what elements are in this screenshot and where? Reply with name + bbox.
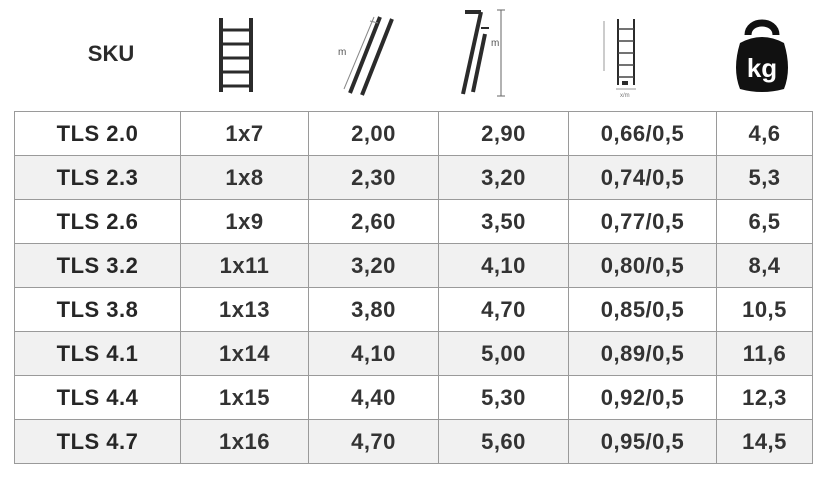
length-cell: 3,80 [309,288,439,332]
ladder-rungs-icon [213,12,259,96]
length-header-cell [322,0,412,108]
weight-header-cell [722,0,802,108]
table-row [15,420,813,464]
length-cell: 2,30 [309,156,439,200]
ladder-width-icon [600,11,650,97]
svg-text:m: m [491,38,500,49]
weight-cell: 10,5 [717,288,813,332]
rungs-cell: 1x7 [181,112,309,156]
rungs-cell: 1x11 [181,244,309,288]
table-row [15,288,813,332]
width-cell: 0,95/0,5 [569,420,717,464]
ladder-length-icon [332,9,402,99]
sku-cell: TLS 4.1 [15,332,181,376]
reach-cell: 5,00 [439,332,569,376]
length-cell: 4,70 [309,420,439,464]
reach-cell: 5,60 [439,420,569,464]
length-cell: 3,20 [309,244,439,288]
width-cell: 0,80/0,5 [569,244,717,288]
weight-cell: 12,3 [717,376,813,420]
reach-header-cell [436,0,526,108]
length-cell: 4,40 [309,376,439,420]
table-row [15,156,813,200]
length-cell: 2,60 [309,200,439,244]
rungs-cell: 1x16 [181,420,309,464]
spec-table-body [15,112,813,464]
reach-cell: 2,90 [439,112,569,156]
width-cell: 0,74/0,5 [569,156,717,200]
svg-text:kg: kg [746,53,778,83]
width-cell: 0,85/0,5 [569,288,717,332]
width-cell: 0,66/0,5 [569,112,717,156]
weight-cell: 5,3 [717,156,813,200]
table-header [0,0,815,108]
sku-cell: TLS 2.6 [15,200,181,244]
length-cell: 4,10 [309,332,439,376]
table-row [15,200,813,244]
rungs-cell: 1x14 [181,332,309,376]
weight-kg-icon [730,13,794,95]
sku-cell: TLS 2.3 [15,156,181,200]
weight-cell: 4,6 [717,112,813,156]
reach-cell: 5,30 [439,376,569,420]
reach-cell: 4,10 [439,244,569,288]
weight-cell: 8,4 [717,244,813,288]
rungs-header-cell [204,0,268,108]
width-cell: 0,77/0,5 [569,200,717,244]
rungs-cell: 1x8 [181,156,309,200]
svg-text:m: m [338,47,347,58]
rungs-cell: 1x15 [181,376,309,420]
reach-height-icon [451,6,511,102]
reach-cell: 3,20 [439,156,569,200]
rungs-cell: 1x9 [181,200,309,244]
weight-cell: 6,5 [717,200,813,244]
sku-cell: TLS 4.7 [15,420,181,464]
table-row [15,332,813,376]
sku-header-label: SKU [87,41,135,66]
table-row [15,244,813,288]
svg-text:x/m: x/m [620,93,630,97]
weight-cell: 14,5 [717,420,813,464]
sku-cell: TLS 2.0 [15,112,181,156]
reach-cell: 3,50 [439,200,569,244]
table-row [15,376,813,420]
sku-cell: TLS 3.8 [15,288,181,332]
rungs-cell: 1x13 [181,288,309,332]
length-cell: 2,00 [309,112,439,156]
table-row [15,112,813,156]
reach-cell: 4,70 [439,288,569,332]
spec-table [14,111,813,464]
sku-cell: TLS 3.2 [15,244,181,288]
width-cell: 0,92/0,5 [569,376,717,420]
width-header-cell [590,0,660,108]
width-cell: 0,89/0,5 [569,332,717,376]
sku-cell: TLS 4.4 [15,376,181,420]
sku-header-cell [18,0,204,108]
weight-cell: 11,6 [717,332,813,376]
